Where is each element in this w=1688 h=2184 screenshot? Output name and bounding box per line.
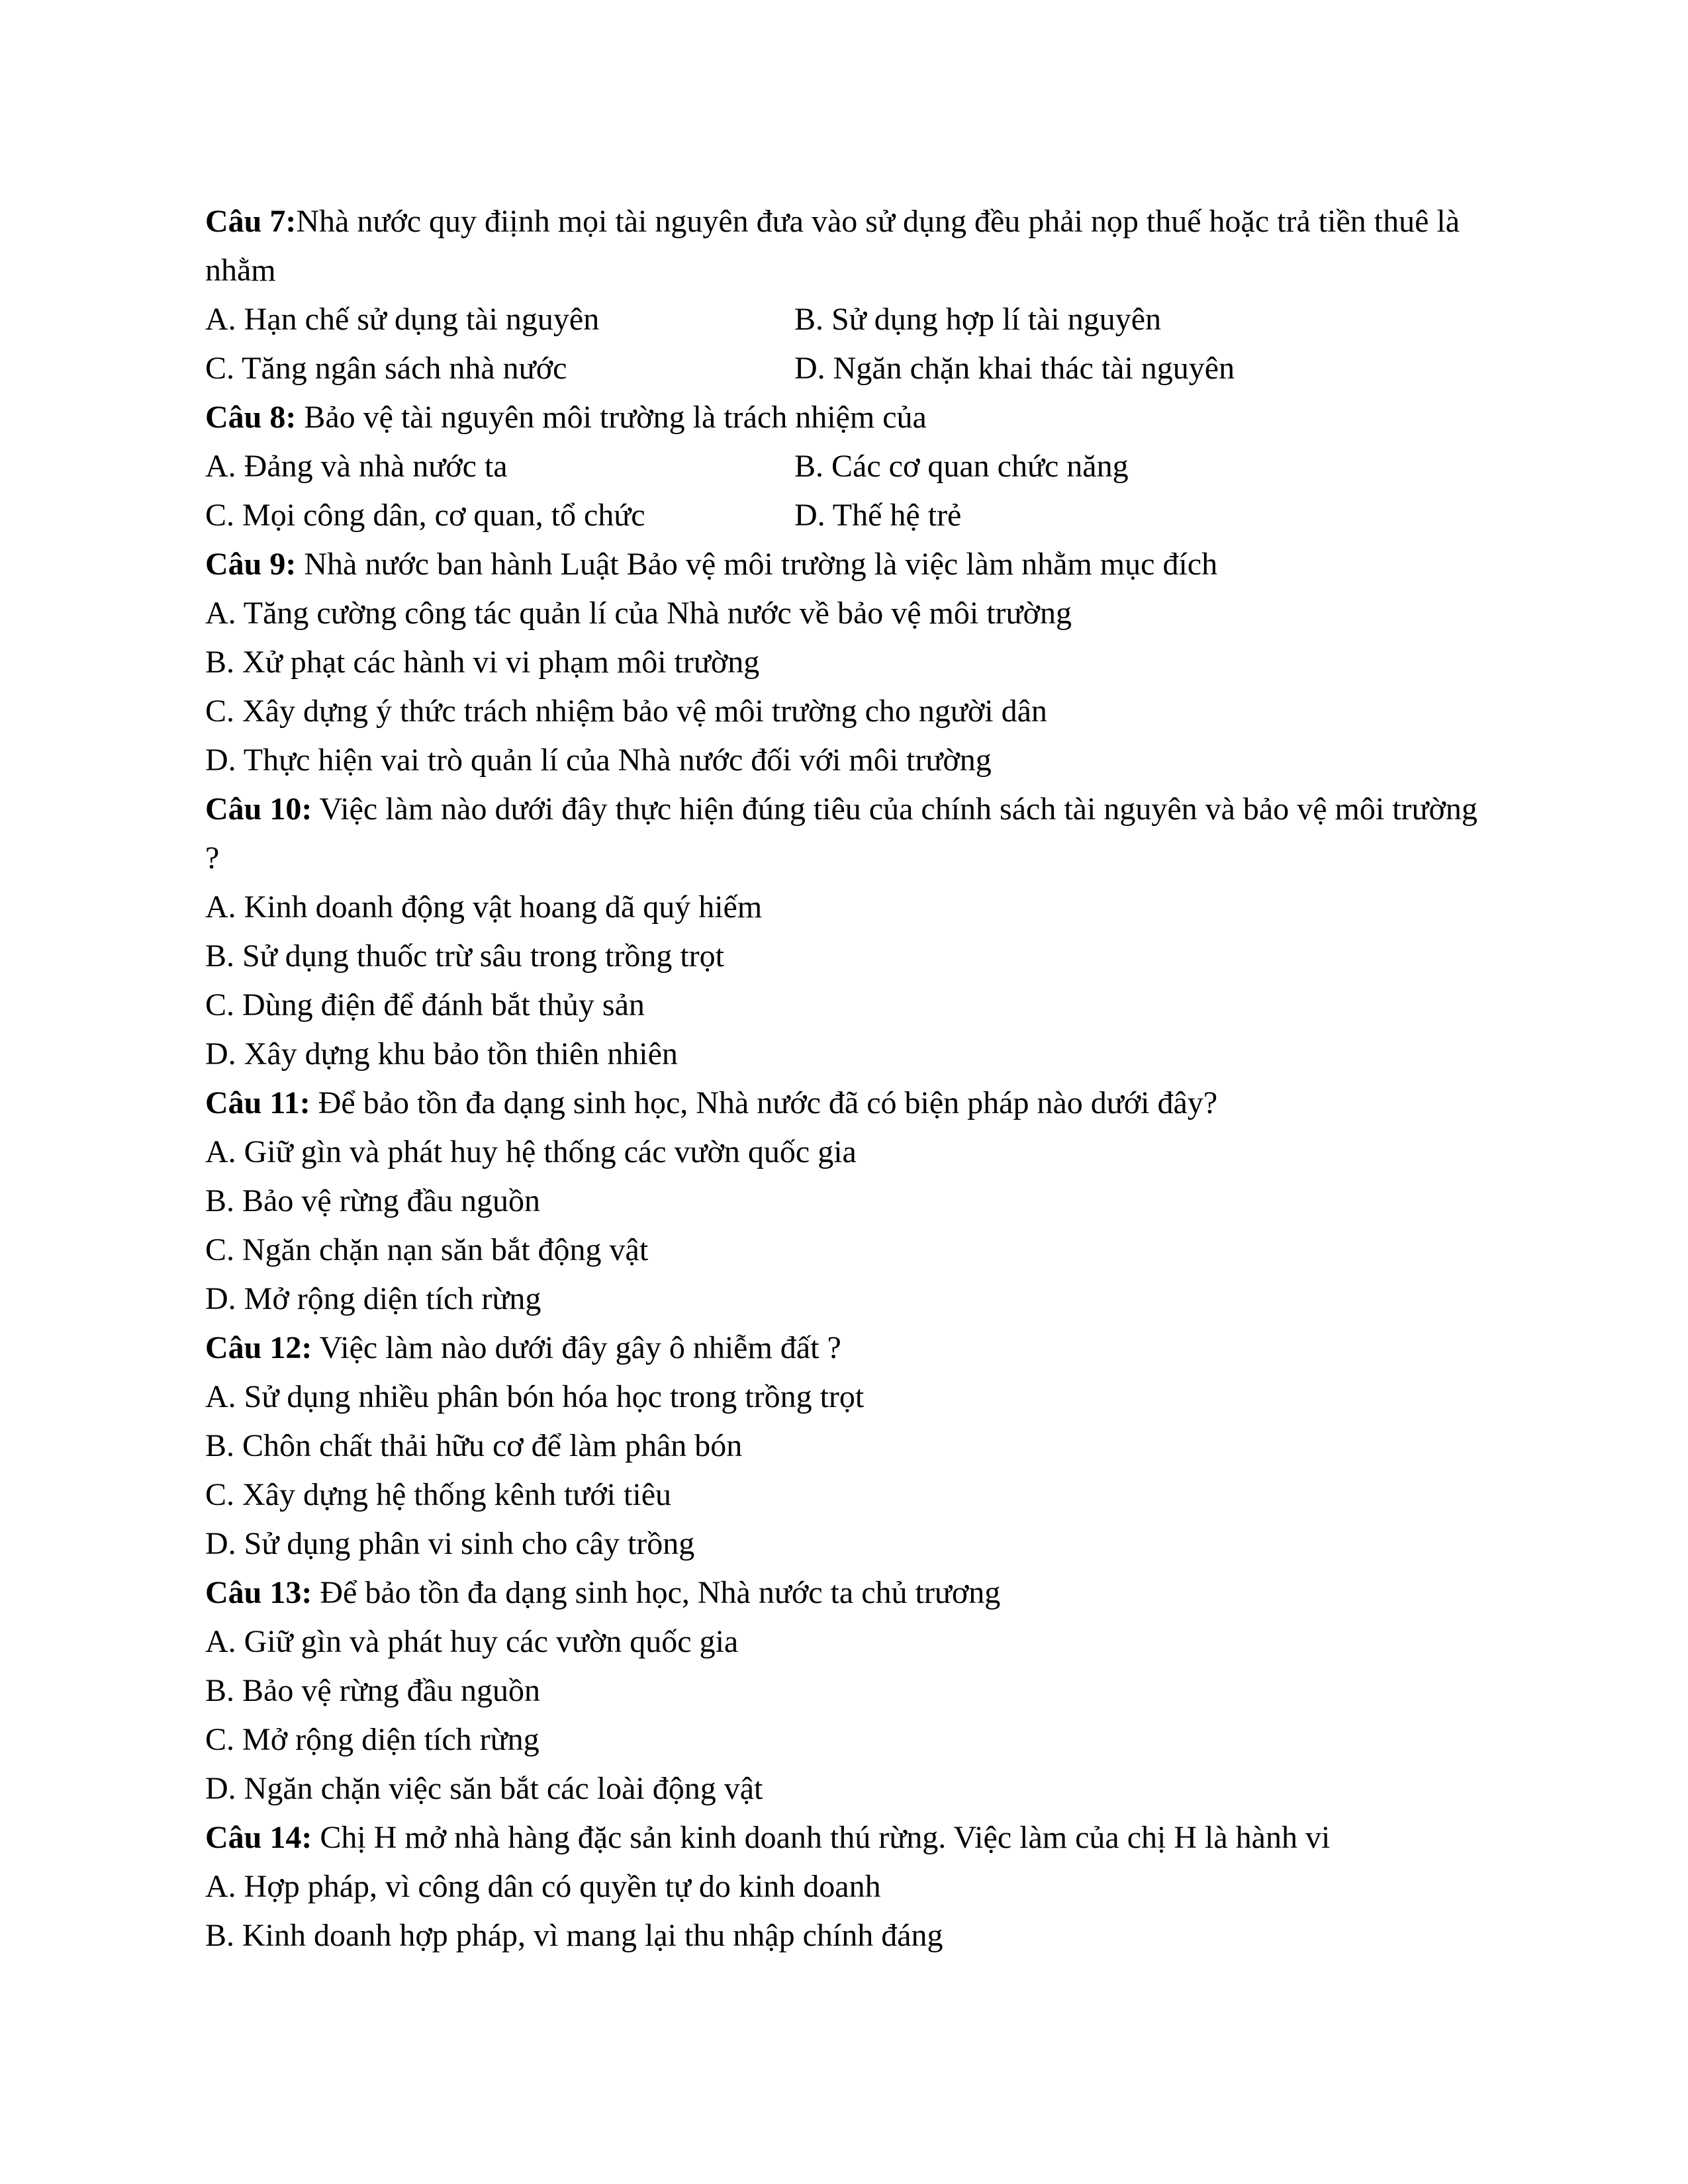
- question-label: Câu 11:: [205, 1085, 310, 1120]
- option-c: C. Dùng điện để đánh bắt thủy sản: [205, 987, 645, 1023]
- option-a: A. Hạn chế sử dụng tài nguyên: [205, 302, 600, 337]
- option-d: D. Ngăn chặn việc săn bắt các loài động vật: [205, 1771, 763, 1806]
- option-c: C. Xây dựng hệ thống kênh tưới tiêu: [205, 1477, 671, 1512]
- question-text: Nhà nước quy điịnh mọi tài nguyên đưa vào sử dụng đều phải nọp thuế hoặc trả tiền thuê là nhằm: [205, 204, 1460, 288]
- option-d: D. Mở rộng diện tích rừng: [205, 1281, 541, 1316]
- option-a: A. Hợp pháp, vì công dân có quyền tự do kinh doanh: [205, 1869, 881, 1904]
- question-text: Chị H mở nhà hàng đặc sản kinh doanh thú rừng. Việc làm của chị H là hành vi: [312, 1820, 1331, 1855]
- question-10: [205, 785, 1496, 883]
- option-d: D. Thế hệ trẻ: [794, 498, 962, 533]
- question-label: Câu 8:: [205, 400, 297, 435]
- option-b: B. Sử dụng thuốc trừ sâu trong trồng trọt: [205, 938, 724, 974]
- option-d: D. Sử dụng phân vi sinh cho cây trồng: [205, 1526, 695, 1561]
- question-list: [205, 197, 1496, 1960]
- question-11: [205, 1079, 1496, 1128]
- option-d: D. Ngăn chặn khai thác tài nguyên: [794, 351, 1235, 386]
- option-c: C. Mọi công dân, cơ quan, tổ chức: [205, 498, 645, 533]
- option-b: B. Sử dụng hợp lí tài nguyên: [794, 302, 1162, 337]
- question-14: [205, 1813, 1496, 1862]
- question-label: Câu 13:: [205, 1575, 312, 1610]
- option-c: C. Mở rộng diện tích rừng: [205, 1722, 539, 1757]
- option-a: A. Kinh doanh động vật hoang dã quý hiếm: [205, 889, 763, 925]
- question-label: Câu 7:: [205, 204, 297, 239]
- option-b: B. Chôn chất thải hữu cơ để làm phân bón: [205, 1428, 743, 1463]
- question-8: [205, 393, 1496, 442]
- question-label: Câu 12:: [205, 1330, 312, 1365]
- question-label: Câu 14:: [205, 1820, 312, 1855]
- question-text: Nhà nước ban hành Luật Bảo vệ môi trường là việc làm nhằm mục đích: [296, 547, 1218, 582]
- option-a: A. Đảng và nhà nước ta: [205, 449, 508, 484]
- question-text: Việc làm nào dưới đây gây ô nhiễm đất ?: [312, 1330, 841, 1365]
- option-b: B. Bảo vệ rừng đầu nguồn: [205, 1673, 540, 1708]
- question-text: Bảo vệ tài nguyên môi trường là trách nhiệm của: [296, 400, 927, 435]
- option-a: A. Tăng cường công tác quản lí của Nhà nước về bảo vệ môi trường: [205, 596, 1072, 631]
- option-b: B. Xử phạt các hành vi vi phạm môi trường: [205, 645, 760, 680]
- question-text: Việc làm nào dưới đây thực hiện đúng tiêu của chính sách tài nguyên và bảo vệ môi trường ?: [205, 792, 1477, 876]
- question-text: Để bảo tồn đa dạng sinh học, Nhà nước đã có biện pháp nào dưới đây?: [310, 1085, 1218, 1120]
- option-a: A. Sử dụng nhiều phân bón hóa học trong trồng trọt: [205, 1379, 865, 1414]
- option-a: A. Giữ gìn và phát huy hệ thống các vườn quốc gia: [205, 1134, 857, 1169]
- options-row: [205, 295, 1496, 344]
- option-c: C. Xây dựng ý thức trách nhiệm bảo vệ môi trường cho người dân: [205, 694, 1047, 729]
- option-d: D. Xây dựng khu bảo tồn thiên nhiên: [205, 1036, 678, 1071]
- option-b: B. Bảo vệ rừng đầu nguồn: [205, 1183, 540, 1218]
- question-13: [205, 1569, 1496, 1617]
- question-9: [205, 540, 1496, 589]
- question-7: [205, 197, 1496, 295]
- option-a: A. Giữ gìn và phát huy các vườn quốc gia: [205, 1624, 739, 1659]
- question-label: Câu 10:: [205, 792, 312, 827]
- option-b: B. Kinh doanh hợp pháp, vì mang lại thu nhập chính đáng: [205, 1918, 943, 1953]
- option-d: D. Thực hiện vai trò quản lí của Nhà nước đối với môi trường: [205, 743, 992, 778]
- question-label: Câu 9:: [205, 547, 297, 582]
- option-c: C. Tăng ngân sách nhà nước: [205, 351, 567, 386]
- option-c: C. Ngăn chặn nạn săn bắt động vật: [205, 1232, 649, 1267]
- options-row: [205, 442, 1496, 491]
- options-row: [205, 344, 1496, 393]
- question-12: [205, 1324, 1496, 1373]
- options-row: [205, 491, 1496, 540]
- question-text: Để bảo tồn đa dạng sinh học, Nhà nước ta chủ trương: [312, 1575, 1001, 1610]
- option-b: B. Các cơ quan chức năng: [794, 449, 1129, 484]
